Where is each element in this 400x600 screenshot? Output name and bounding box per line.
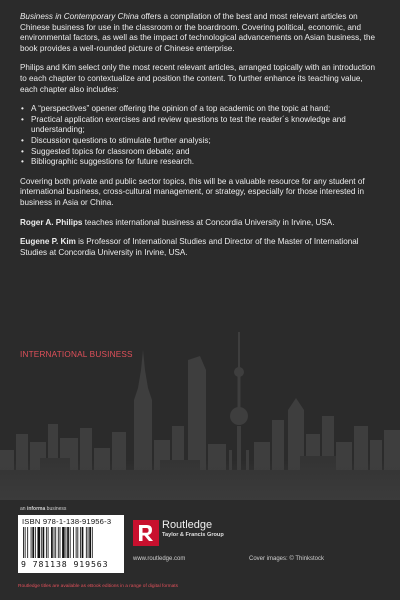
isbn-number: ISBN 978-1-138-91956-3: [22, 517, 112, 526]
intro-text: offers a compilation of the best and most relevant articles on Chinese business for use in the classroom or the boardroom. Covering political, economic, and environmental factors, as well as the impact of technological advancements on Asian business, the book provides a well-rounded picture of Chinese enterprise.: [20, 12, 375, 53]
cover-image-credit: Cover images: © Thinkstock: [249, 556, 325, 562]
feature-item: • Discussion questions to stimulate further analysis;: [20, 136, 382, 147]
author-name: Eugene P. Kim: [20, 237, 76, 247]
routledge-logo-icon: [133, 520, 159, 546]
feature-item: • A “perspectives” opener offering the opinion of a top academic on the topic at hand;: [20, 104, 382, 115]
feature-list: [20, 104, 382, 168]
publisher-group: Taylor & Francis Group: [162, 532, 224, 538]
author-bio-text: is Professor of International Studies and Director of the Master of International Studies at Concordia University in Irvine, USA.: [20, 237, 359, 257]
publisher-website: www.routledge.com: [133, 556, 186, 562]
book-title: Business in Contemporary China: [20, 12, 139, 21]
feature-item: • Bibliographic suggestions for future research.: [20, 157, 382, 168]
author-bio-philips: [20, 218, 382, 229]
author-name: Roger A. Philips: [20, 217, 83, 227]
publisher-name: Routledge: [162, 519, 213, 531]
informa-business-label: an informa business: [20, 506, 67, 512]
informa-brand: informa: [26, 506, 46, 512]
barcode-icon: [22, 527, 120, 559]
audience-paragraph: Covering both private and public sector topics, this will be a valuable resource for any student of international business, cross-cultural management, or strategy, especially for those interested in business in Asia or China.: [20, 176, 365, 207]
description: [20, 12, 382, 267]
isbn-barcode-block: [18, 515, 124, 573]
intro-paragraph: [20, 12, 382, 54]
barcode-digits: 9 781138 919563: [21, 559, 109, 569]
subject-category: INTERNATIONAL BUSINESS: [20, 350, 133, 359]
feature-item: • Practical application exercises and review questions to test the reader´s knowledge and understanding;: [20, 115, 382, 136]
feature-item: • Suggested topics for classroom debate; and: [20, 147, 382, 158]
author-bio-text: teaches international business at Concordia University in Irvine, USA.: [82, 217, 335, 227]
teaching-paragraph: Philips and Kim select only the most recent relevant articles, arranged topically with an introduction to each chapter to contextualize and position the content. To further enhance its teaching value, each chapter also includes:: [20, 63, 375, 94]
ebook-availability-note: Routledge titles are available as eBook editions in a range of digital formats: [18, 584, 178, 589]
author-bio-kim: [20, 237, 382, 258]
